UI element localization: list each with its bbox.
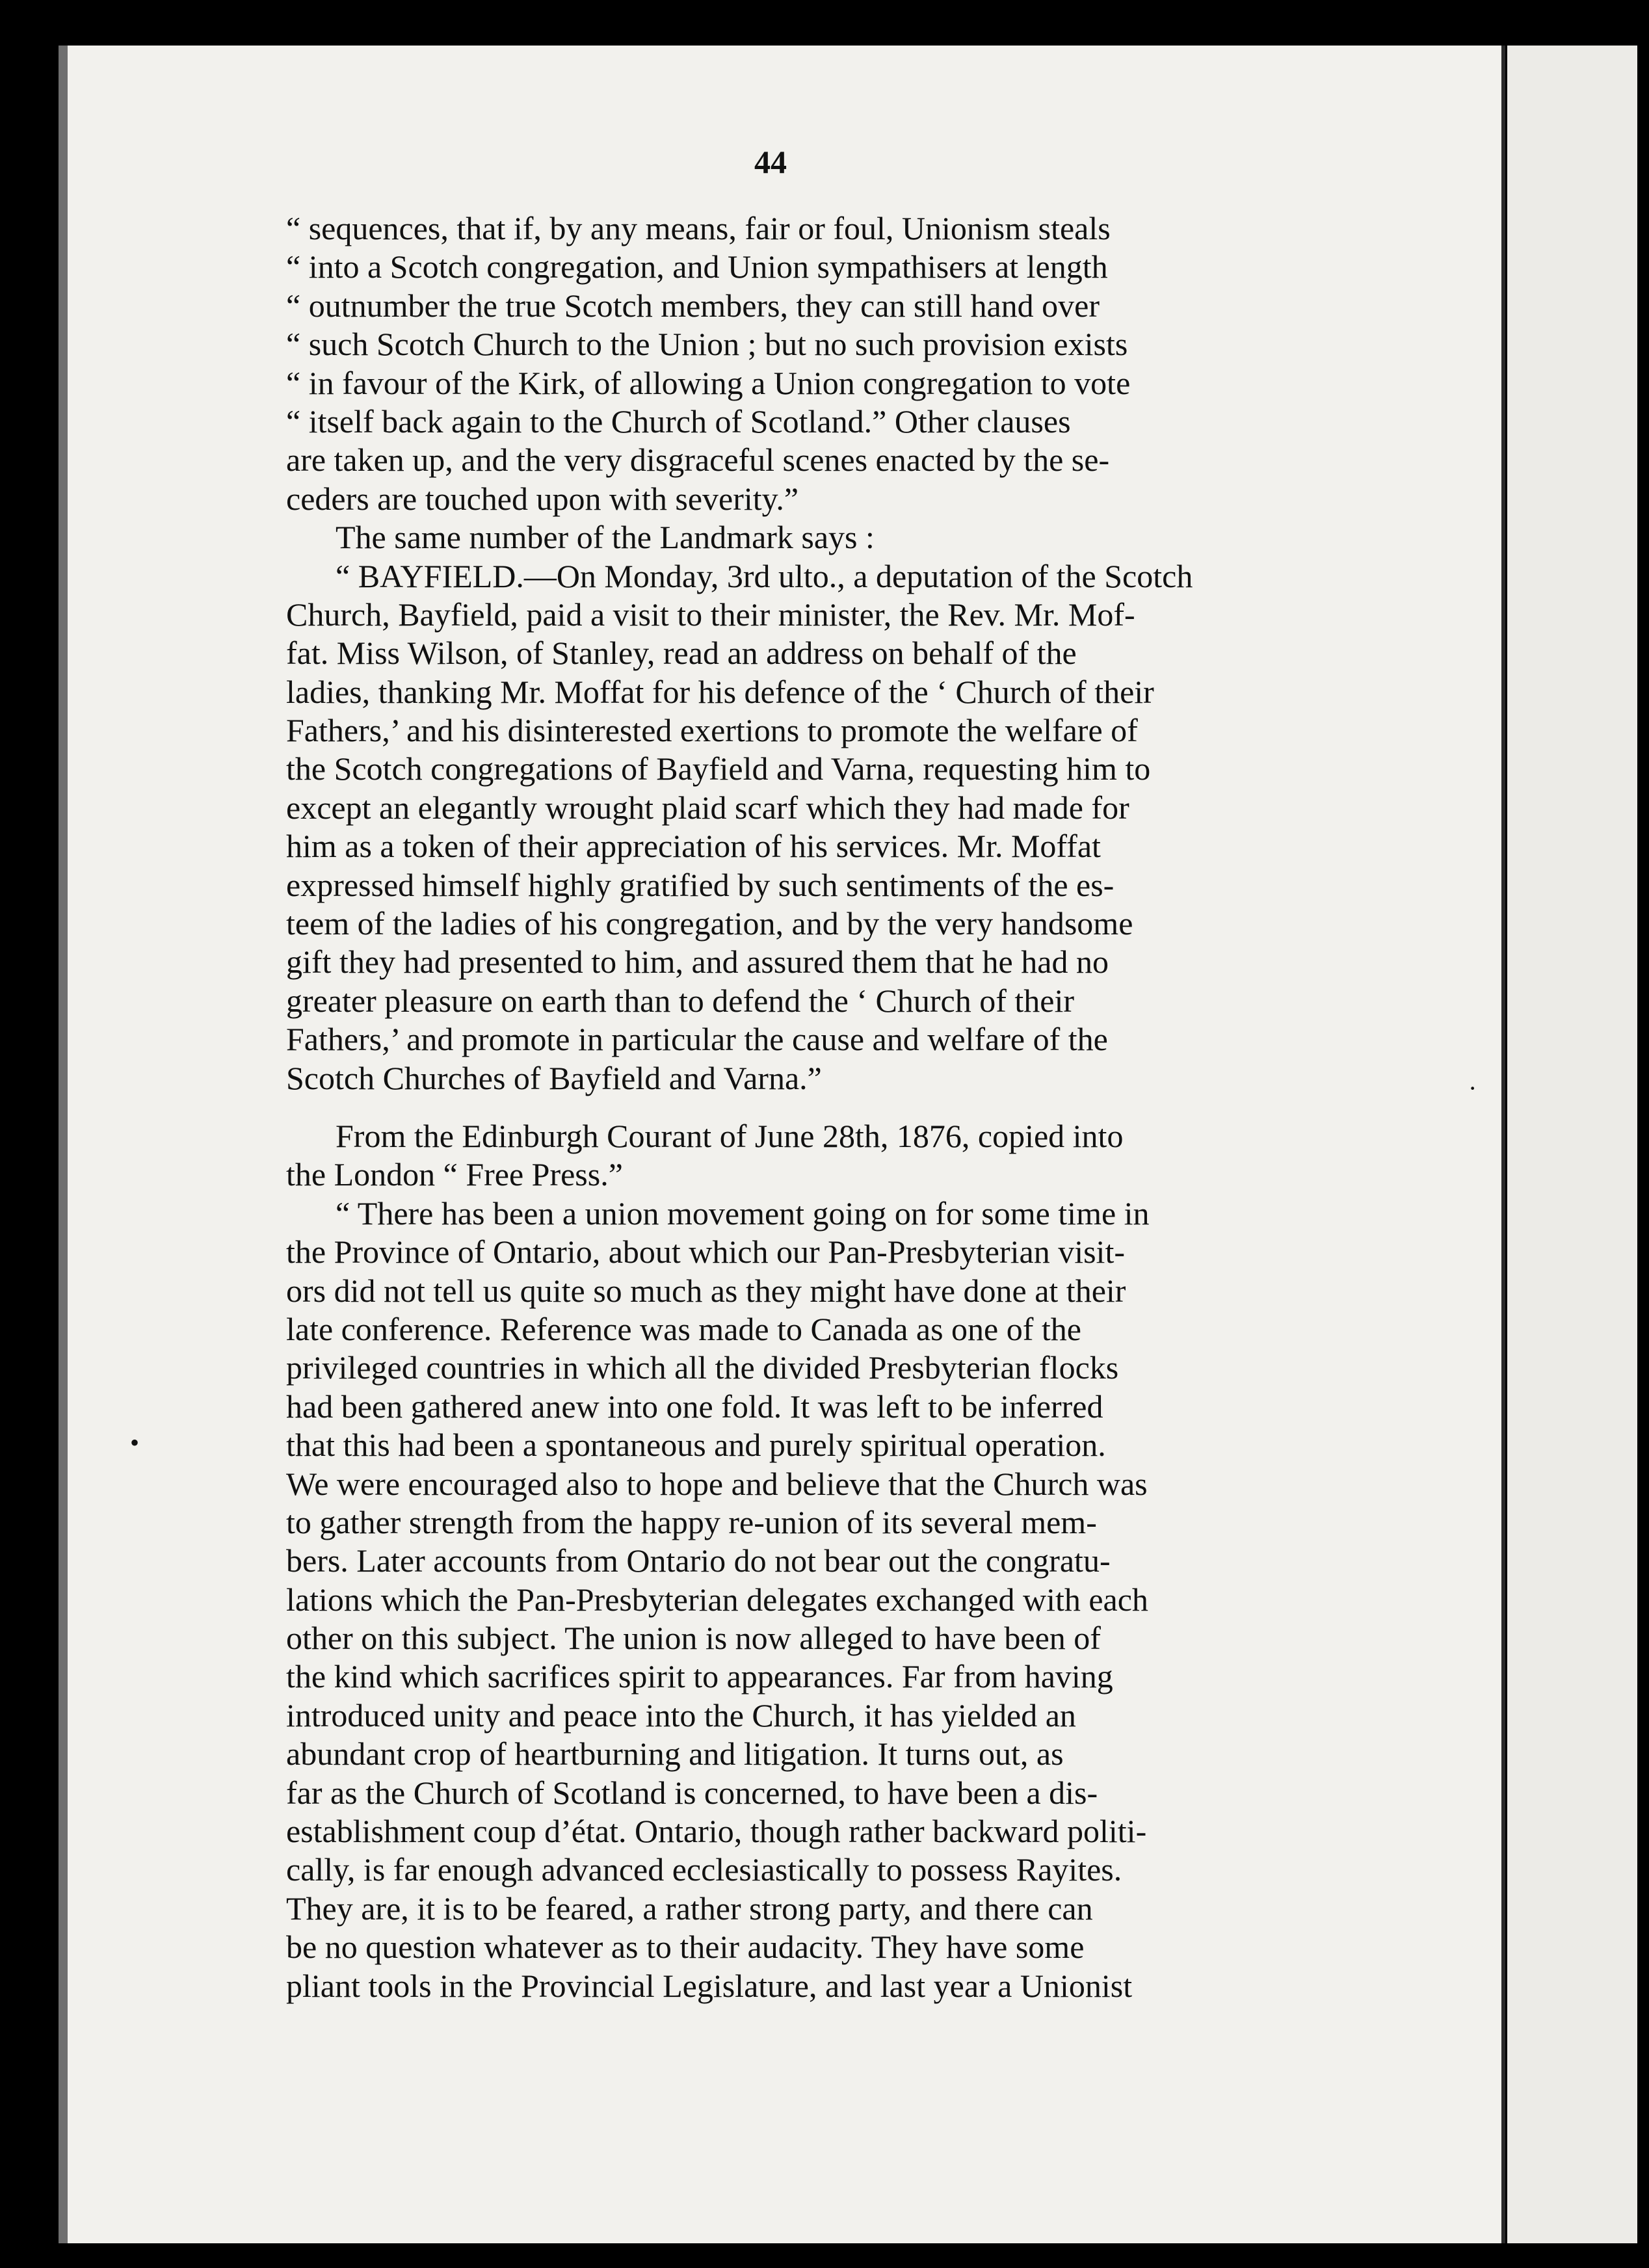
text-line: late conference. Reference was made to Canada as one of the [286,1310,1081,1347]
text-line: bers. Later accounts from Ontario do not bear out the congratu- [286,1542,1111,1579]
text-line: that this had been a spontaneous and purely spiritual operation. [286,1427,1106,1464]
text-line: to gather strength from the happy re-union of its several mem- [286,1503,1097,1540]
text-line: The same number of the Landmark says : [336,519,875,556]
text-line: From the Edinburgh Courant of June 28th, 1876, copied into [336,1117,1124,1154]
text-line: the kind which sacrifices spirit to appearances. Far from having [286,1658,1113,1695]
text-line: ors did not tell us quite so much as they might have done at their [286,1272,1126,1309]
text-line: other on this subject. The union is now alleged to have been of [286,1620,1101,1657]
text-line: They are, it is to be feared, a rather strong party, and there can [286,1890,1093,1927]
text-line: greater pleasure on earth than to defend the ‘ Church of their [286,982,1074,1019]
text-line: had been gathered anew into one fold. It was left to be inferred [286,1388,1103,1425]
text-line: “ outnumber the true Scotch members, they can still hand over [286,287,1100,324]
text-line: teem of the ladies of his congregation, and by the very handsome [286,905,1133,942]
text-line: privileged countries in which all the divided Presbyterian flocks [286,1349,1119,1386]
text-line: introduced unity and peace into the Church, it has yielded an [286,1696,1076,1734]
text-line: abundant crop of heartburning and litigation. It turns out, as [286,1735,1064,1773]
text-line: Fathers,’ and his disinterested exertions to promote the welfare of [286,712,1138,749]
text-line: We were encouraged also to hope and believe that the Church was [286,1465,1148,1502]
text-line: fat. Miss Wilson, of Stanley, read an address on behalf of the [286,635,1077,672]
text-line: ladies, thanking Mr. Moffat for his defence of the ‘ Church of their [286,673,1154,710]
text-line: the Province of Ontario, about which our Pan-Presbyterian visit- [286,1233,1125,1271]
text-line: Scotch Churches of Bayfield and Varna.” [286,1059,822,1096]
text-line: “ BAYFIELD.—On Monday, 3rd ulto., a deputation of the Scotch [336,557,1193,594]
text-line: the Scotch congregations of Bayfield and Varna, requesting him to [286,750,1151,787]
text-line: “ itself back again to the Church of Scotland.” Other clauses [286,402,1071,440]
text-line: be no question whatever as to their audacity. They have some [286,1929,1085,1966]
text-line: “ sequences, that if, by any means, fair or foul, Unionism steals [286,210,1111,246]
text-line: gift they had presented to him, and assured them that he had no [286,943,1109,981]
text-line: “ such Scotch Church to the Union ; but no such provision exists [286,326,1128,363]
text-line: except an elegantly wrought plaid scarf which they had made for [286,789,1129,826]
scan-speck: • [130,1428,140,1457]
text-line: far as the Church of Scotland is concerned, to have been a dis- [286,1774,1098,1811]
text-line: “ into a Scotch congregation, and Union sympathisers at length [286,248,1108,285]
text-line: are taken up, and the very disgraceful scenes enacted by the se- [286,442,1110,479]
text-line: Fathers,’ and promote in particular the cause and welfare of the [286,1021,1108,1058]
adjacent-page-edge [1507,46,1637,2243]
text-line: Church, Bayfield, paid a visit to their minister, the Rev. Mr. Mof- [286,596,1135,633]
paragraph-gap [286,1098,1365,1117]
text-line: him as a token of their appreciation of his services. Mr. Moffat [286,828,1101,865]
text-line: pliant tools in the Provincial Legislature, and last year a Unionist [286,1967,1133,2004]
text-line: “ in favour of the Kirk, of allowing a Union congregation to vote [286,364,1131,401]
text-line: establishment coup d’état. Ontario, though rather backward politi- [286,1813,1147,1850]
text-line: expressed himself highly gratified by such sentiments of the es- [286,866,1115,903]
text-line: “ There has been a union movement going on for some time in [336,1194,1150,1232]
page-number: 44 [754,144,787,180]
text-line: the London “ Free Press.” [286,1156,623,1193]
scan-speck: · [1468,1074,1477,1103]
text-line: cally, is far enough advanced ecclesiastically to possess Rayites. [286,1851,1122,1888]
body-text [286,209,1365,2005]
text-line: ceders are touched upon with severity.” [286,480,799,517]
text-line: lations which the Pan-Presbyterian delegates exchanged with each [286,1581,1148,1618]
